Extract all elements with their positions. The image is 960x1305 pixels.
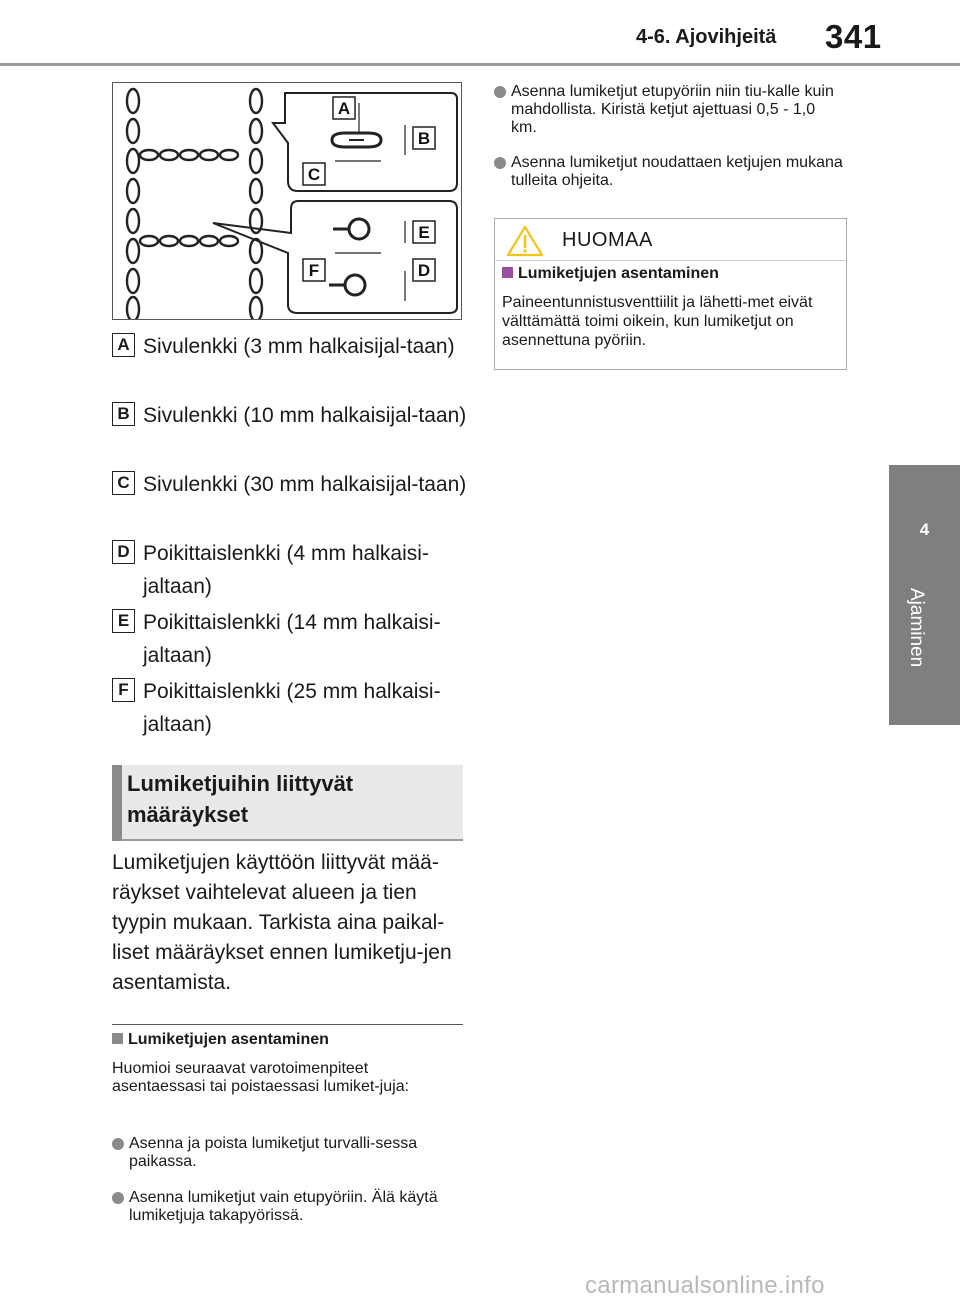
list-item xyxy=(112,1135,462,1171)
legend-item-a xyxy=(112,330,472,363)
left-chain-icon xyxy=(127,89,139,319)
warning-triangle-icon xyxy=(506,224,544,263)
list-item-text: Asenna lumiketjut vain etupyöriin. Älä käytä lumiketjuja takapyörissä. xyxy=(129,1189,438,1224)
list-item-text: Asenna lumiketjut noudattaen ketjujen mukana tulleita ohjeita. xyxy=(511,154,843,189)
callout-d: D xyxy=(417,261,431,280)
callout-e: E xyxy=(418,223,430,242)
list-item xyxy=(494,83,844,137)
legend-key: F xyxy=(112,678,135,702)
legend-text: Sivulenkki (3 mm halkaisijal-taan) xyxy=(143,335,455,358)
subsection-divider xyxy=(112,1024,463,1025)
square-bullet-icon xyxy=(112,1033,123,1044)
legend-text: Poikittaislenkki (14 mm halkaisi-jaltaan) xyxy=(143,611,441,667)
list-item-text: Asenna lumiketjut etupyöriin niin tiu-kalle kuin mahdollista. Kiristä ketjut ajettuasi 0,5 - 1,0 km. xyxy=(511,83,834,136)
legend-item-e xyxy=(112,606,472,672)
section-heading: Lumiketjuihin liittyvät määräykset xyxy=(127,771,354,827)
section-body: Lumiketjujen käyttöön liittyvät mää-räykset vaihtelevat alueen ja tien tyypin mukaan. Tarkista aina paikal-liset määräykset ennen lumiketju-jen asentamista. xyxy=(112,851,452,994)
bullet-icon xyxy=(112,1192,124,1204)
legend-text: Poikittaislenkki (25 mm halkaisi-jaltaan) xyxy=(143,680,441,736)
callout-a: A xyxy=(337,99,351,118)
bullet-icon xyxy=(494,86,506,98)
notice-body: Paineentunnistusventtiilit ja lähetti-met eivät välttämättä toimi oikein, kun lumiketjut on asennettuna pyöriin. xyxy=(502,294,813,349)
subsection-title xyxy=(112,1031,329,1049)
legend-text: Sivulenkki (30 mm halkaisijal-taan) xyxy=(143,473,467,496)
legend-key: C xyxy=(112,471,135,495)
list-item xyxy=(494,154,844,190)
legend-item-d xyxy=(112,537,472,603)
notice-subtitle xyxy=(502,265,719,283)
header-divider xyxy=(0,63,960,66)
legend-text: Sivulenkki (10 mm halkaisijal-taan) xyxy=(143,404,467,427)
legend-key: D xyxy=(112,540,135,564)
legend-item-f xyxy=(112,675,472,741)
notice-subtitle-text: Lumiketjujen asentaminen xyxy=(518,265,719,282)
square-bullet-icon xyxy=(502,267,513,278)
legend-key: A xyxy=(112,333,135,357)
bullet-icon xyxy=(494,157,506,169)
legend-key: E xyxy=(112,609,135,633)
chapter-label: Ajaminen xyxy=(906,588,927,668)
subsection-intro: Huomioi seuraavat varotoimenpiteet asentaessasi tai poistaessasi lumiket-juja: xyxy=(112,1060,410,1095)
snow-chain-illustration xyxy=(113,83,461,319)
snow-chain-figure xyxy=(112,82,462,320)
list-item xyxy=(112,1189,462,1225)
callout-b: B xyxy=(417,129,431,148)
notice-title: HUOMAA xyxy=(562,229,653,251)
bullet-icon xyxy=(112,1138,124,1150)
right-chain-icon xyxy=(250,89,262,319)
callout-f: F xyxy=(308,261,320,280)
legend-text: Poikittaislenkki (4 mm halkaisi-jaltaan) xyxy=(143,542,429,598)
page-number: 341 xyxy=(825,18,882,55)
section-heading-bar xyxy=(112,765,122,841)
legend-item-b xyxy=(112,399,472,432)
subsection-title-text: Lumiketjujen asentaminen xyxy=(128,1031,329,1048)
list-item-text: Asenna ja poista lumiketjut turvalli-sessa paikassa. xyxy=(129,1135,418,1170)
legend-item-c xyxy=(112,468,472,501)
chapter-number: 4 xyxy=(919,520,930,539)
cross-chain-icon xyxy=(140,150,238,246)
notice-header-divider xyxy=(494,260,847,261)
section-title: 4-6. Ajovihjeitä xyxy=(636,26,777,48)
legend-key: B xyxy=(112,402,135,426)
footer-watermark: carmanualsonline.info xyxy=(585,1272,825,1299)
callout-c: C xyxy=(307,165,321,184)
